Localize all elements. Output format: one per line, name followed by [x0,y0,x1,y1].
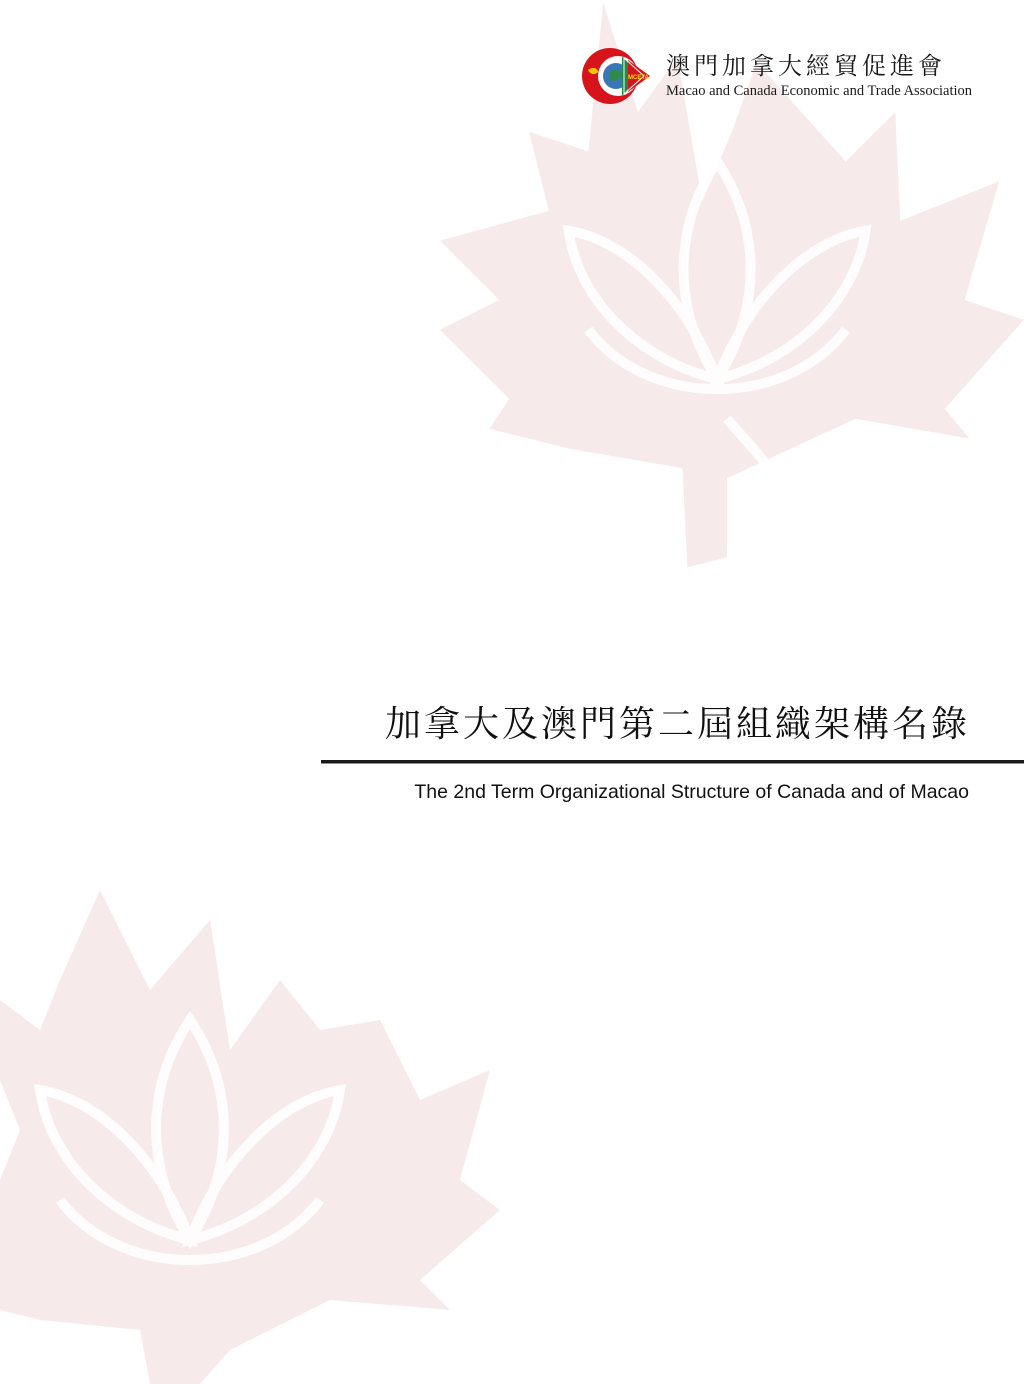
maple-leaf-lotus-icon [0,880,500,1384]
document-title-zh: 加拿大及澳門第二屆組織架構名錄 [384,704,970,745]
title-divider [321,760,1024,763]
document-title-en: The 2nd Term Organizational Structure of Canada and of Macao [414,781,969,803]
association-name-zh: 澳門加拿大經貿促進會 [666,52,946,80]
association-name-en: Macao and Canada Economic and Trade Association [666,83,973,99]
association-logo [580,44,980,108]
emblem-badge-text: MCETA [628,75,649,81]
association-emblem-icon [580,46,660,106]
